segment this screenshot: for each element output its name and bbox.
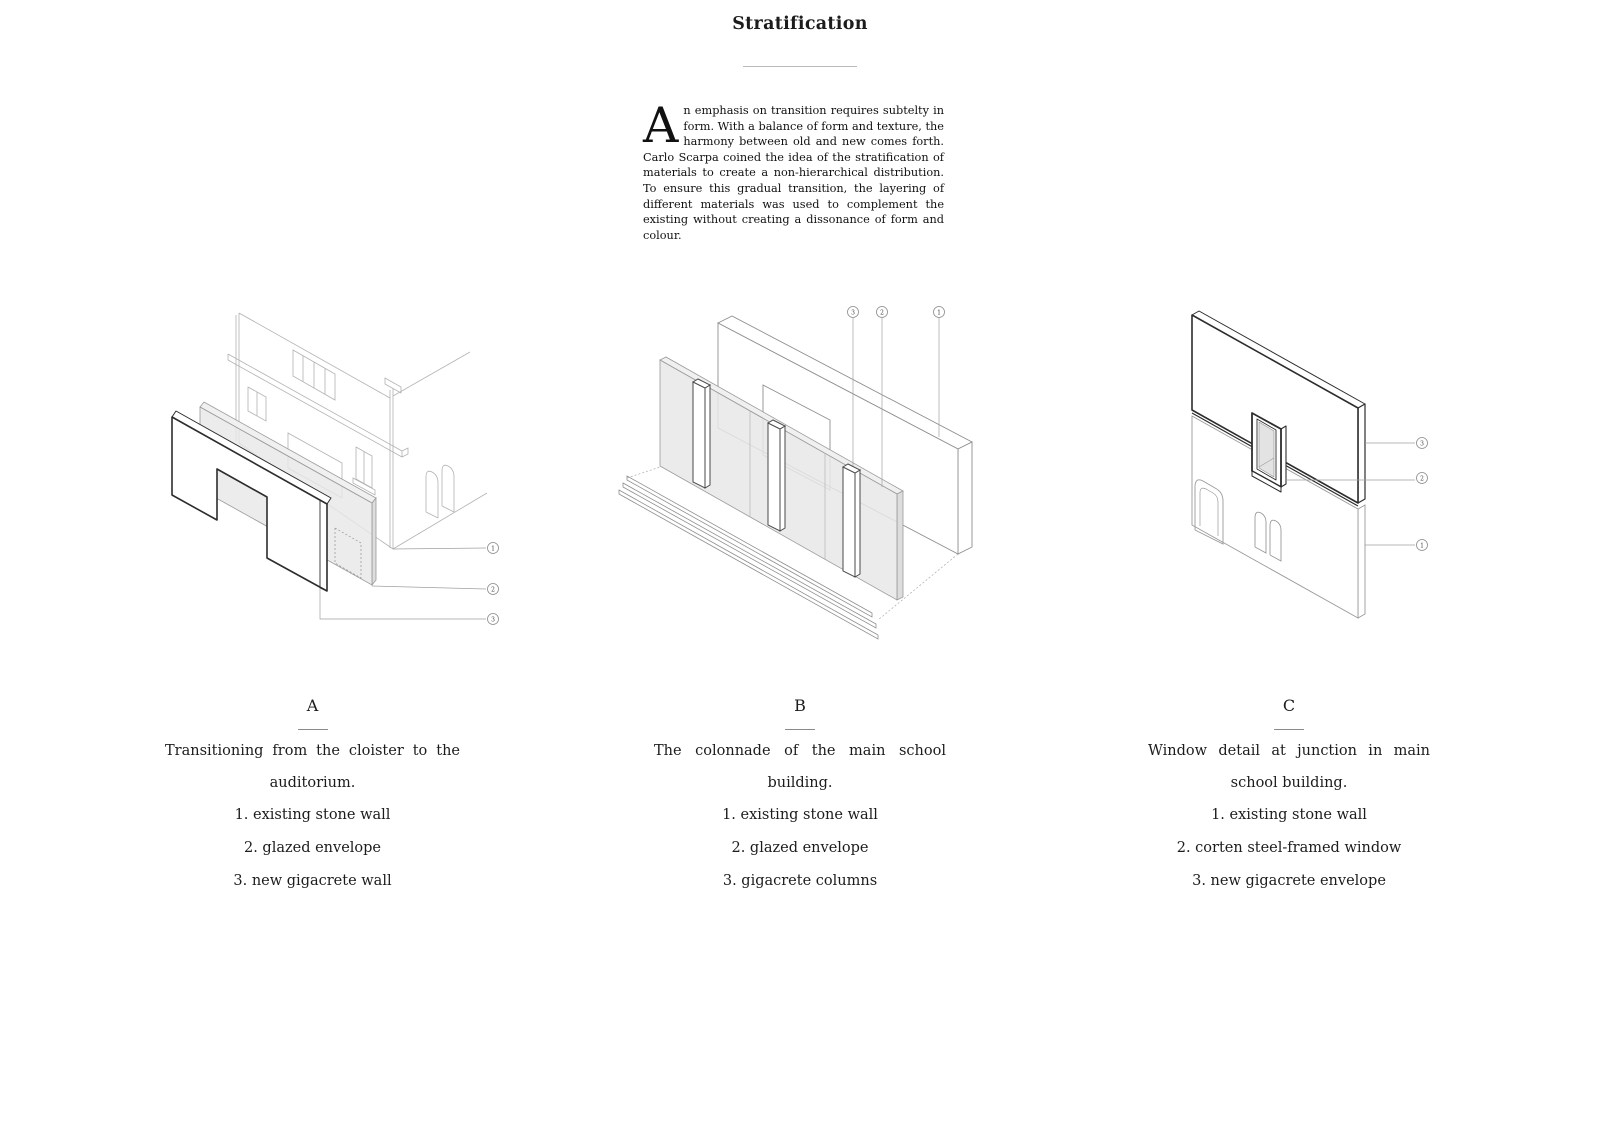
figure-b-caption-text: The colonnade of the main school building. <box>654 743 946 791</box>
callout-number: 1 <box>1420 542 1424 550</box>
callout-number: 1 <box>491 545 495 553</box>
legend-item: 1. existing stone wall <box>722 807 878 823</box>
caption-divider <box>298 729 328 730</box>
intro-paragraph <box>643 97 944 243</box>
figure-a-drawing <box>150 290 510 640</box>
legend-item: 3. gigacrete columns <box>722 873 878 889</box>
page-title: Stratification <box>732 14 868 34</box>
figure-b-letter: B <box>794 696 806 715</box>
figure-c-caption <box>1148 696 1430 898</box>
legend-item: 2. glazed envelope <box>731 840 869 856</box>
figure-a-letter: A <box>306 696 319 715</box>
callout-number: 3 <box>851 309 855 317</box>
callout-number: 3 <box>491 616 495 624</box>
callout-number: 2 <box>491 586 495 594</box>
figure-b-legend <box>654 799 946 898</box>
legend-item: 1. existing stone wall <box>234 807 391 823</box>
drop-cap: A <box>643 97 679 154</box>
callout-number: 1 <box>937 309 941 317</box>
figure-a-legend <box>165 799 460 898</box>
legend-item: 3. new gigacrete wall <box>233 873 392 889</box>
legend-item: 1. existing stone wall <box>1211 807 1367 823</box>
figure-c-legend <box>1148 799 1430 898</box>
title-divider <box>743 66 857 67</box>
legend-item: 2. glazed envelope <box>243 840 382 856</box>
figure-b-caption <box>654 696 946 898</box>
figure-a-caption <box>165 696 460 898</box>
intro-text: n emphasis on transition requires subtelty in form. With a balance of form and texture, the harmony between old and new comes forth. Carlo Scarpa coined the idea of the stratification of materials to create a non-hierarchical distribution. To ensure this gradual transition, the layering of different materials was used to complement the existing without creating a dissonance of form and colour. <box>643 104 944 242</box>
figure-b-drawing <box>600 290 980 640</box>
figure-a-caption-text: Transitioning from the cloister to the auditorium. <box>165 743 460 791</box>
legend-item: 3. new gigacrete envelope <box>1192 873 1386 889</box>
callout-number: 2 <box>1420 475 1424 483</box>
callout-number: 3 <box>1420 440 1424 448</box>
caption-divider <box>785 729 815 730</box>
callout-number: 2 <box>880 309 884 317</box>
caption-divider <box>1274 729 1304 730</box>
figure-c-caption-text: Window detail at junction in main school building. <box>1148 743 1430 791</box>
figure-c-letter: C <box>1282 696 1296 715</box>
legend-item: 2. corten steel-framed window <box>1176 840 1402 856</box>
figure-c-drawing <box>1140 290 1460 640</box>
